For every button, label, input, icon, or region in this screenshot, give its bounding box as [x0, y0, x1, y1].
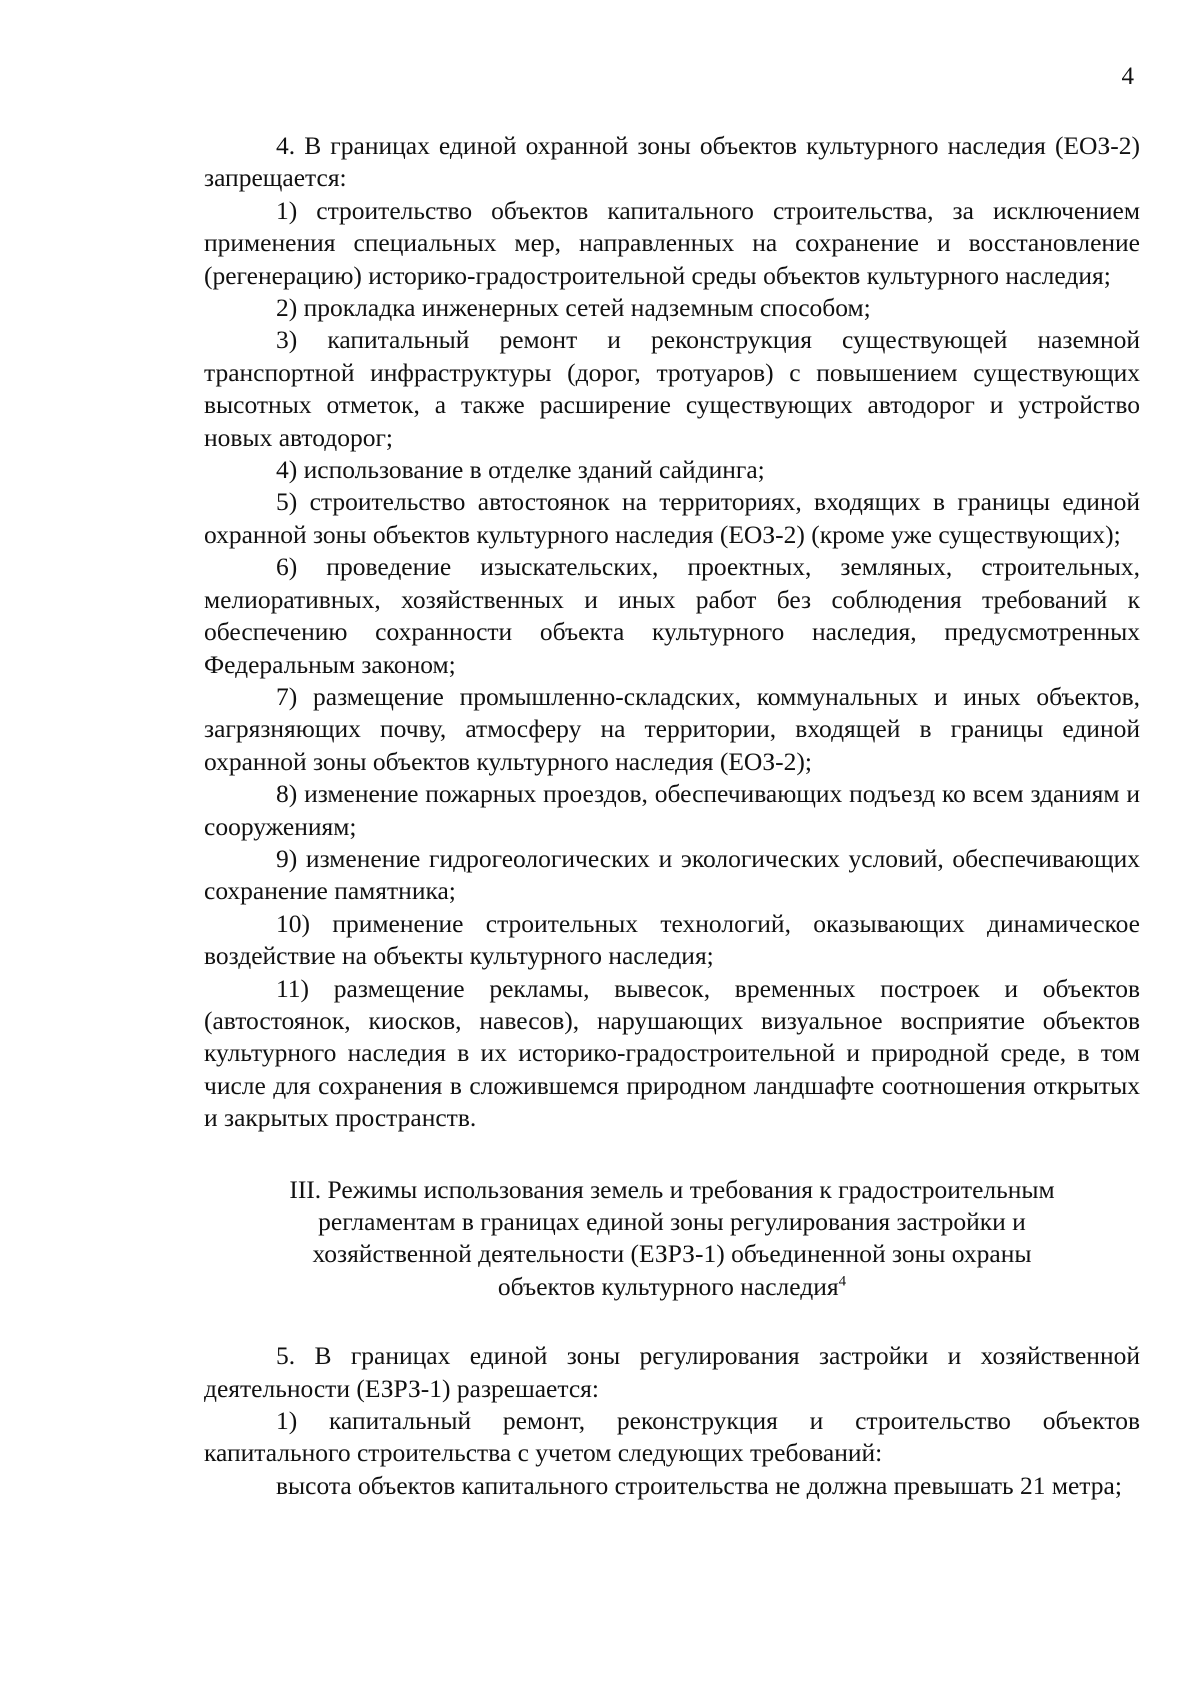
section-heading — [204, 1174, 1140, 1304]
list-item-7: 7) размещение промышленно-складских, коммунальных и иных объектов, загрязняющих почву, атмосферу на территории, входящей в границы единой охранной зоны объектов культурного наследия (ЕОЗ-2); — [204, 681, 1140, 776]
list-item-6: 6) проведение изыскательских, проектных, земляных, строительных, мелиоративных, хозяйственных и иных работ без соблюдения требований к обеспечению сохранности объекта культурного наследия, предусмотренных Федеральным законом; — [204, 552, 1140, 679]
list-item-11: 11) размещение рекламы, вывесок, временных построек и объектов (автостоянок, киосков, навесов), нарушающих визуальное восприятие объектов культурного наследия в их историко-градостроительной и природной среде, в том числе для сохранения в сложившемся природном ландшафте соотношения открытых и закрытых пространств. — [204, 973, 1140, 1133]
list-item-10: 10) применение строительных технологий, оказывающих динамическое воздействие на объекты культурного наследия; — [204, 908, 1140, 971]
heading-line: регламентам в границах единой зоны регулирования застройки и — [318, 1207, 1026, 1236]
paragraph-clause-5: 5. В границах единой зоны регулирования застройки и хозяйственной деятельности (ЕЗРЗ-1) разрешается: — [204, 1341, 1140, 1403]
document-body — [204, 130, 1140, 1502]
list-item-1: 1) строительство объектов капитального строительства, за исключением применения специальных мер, направленных на сохранение и восстановление (регенерацию) историко-градостроительной среды объектов культурного наследия; — [204, 195, 1140, 290]
heading-line: III. Режимы использования земель и требования к градостроительным — [289, 1174, 1055, 1204]
list-item-2: 2) прокладка инженерных сетей надземным способом; — [276, 293, 871, 323]
paragraph-clause-4: 4. В границах единой охранной зоны объектов культурного наследия (ЕОЗ-2) запрещается: — [204, 131, 1140, 193]
page-number: 4 — [1121, 63, 1134, 90]
footnote-mark: 4 — [838, 1273, 847, 1290]
list-item-8: 8) изменение пожарных проездов, обеспечивающих подъезд ко всем зданиям и сооружениям; — [204, 779, 1140, 841]
requirement-text: высота объектов капитального строительства не должна превышать 21 метра; — [276, 1470, 1122, 1500]
heading-line-text: объектов культурного наследия — [497, 1271, 839, 1301]
list-item-3: 3) капитальный ремонт и реконструкция существующей наземной транспортной инфраструктуры (дорог, тротуаров) с повышением существующих высотных отметок, а также расширение существующих автодорог и устройство новых автодорог; — [204, 325, 1140, 452]
list-item-9: 9) изменение гидрогеологических и экологических условий, обеспечивающих сохранение памятника; — [204, 843, 1140, 906]
list-item-4: 4) использование в отделке зданий сайдинга; — [276, 455, 765, 485]
heading-line: хозяйственной деятельности (ЕЗРЗ-1) объединенной зоны охраны — [312, 1239, 1032, 1269]
list-item-1: 1) капитальный ремонт, реконструкция и строительство объектов капитального строительства с учетом следующих требований: — [204, 1406, 1140, 1468]
list-item-5: 5) строительство автостоянок на территориях, входящих в границы единой охранной зоны объектов культурного наследия (ЕОЗ-2) (кроме уже существующих); — [204, 487, 1140, 549]
heading-line-last — [204, 1271, 1140, 1303]
